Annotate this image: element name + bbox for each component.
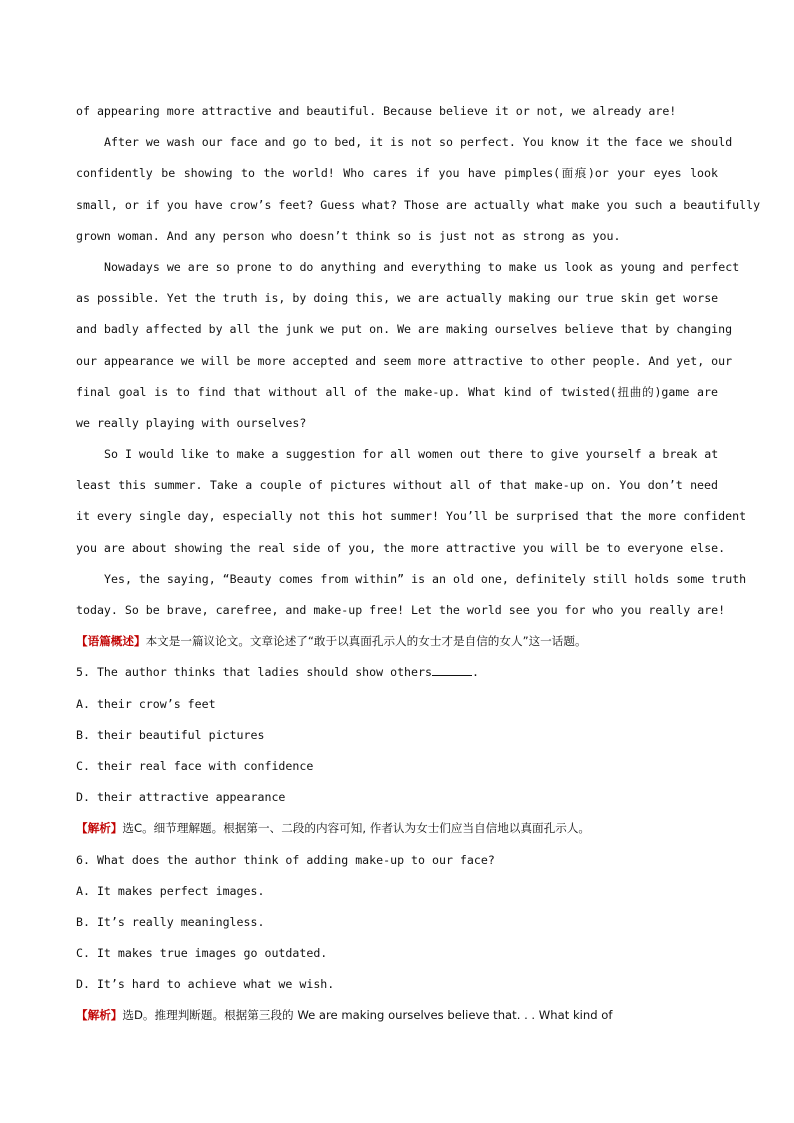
question-6-option-b: B. It’s really meaningless. [76,914,265,929]
passage-line: grown woman. And any person who doesn’t think so is just not as strong as you. [76,228,621,243]
question-6-option-d: D. It’s hard to achieve what we wish. [76,977,335,992]
question-5-stem-end: . [471,665,479,680]
analysis-text: 选D。推理判断题。根据第三段的 We are making ourselves believe that. . . What kind of [122,1008,613,1023]
question-5-analysis [76,813,718,844]
passage-line: Nowadays we are so prone to do anything and everything to make us look as young and perfect [104,259,740,274]
passage-line: as possible. Yet the truth is, by doing this, we are actually making our true skin get worse [76,291,719,306]
answer-blank [432,665,472,676]
passage-line: we really playing with ourselves? [76,415,307,430]
passage-line: of appearing more attractive and beautiful. Because believe it or not, we already are! [76,104,677,118]
summary [76,626,718,657]
question-6-analysis [76,1000,718,1031]
analysis-tag: 【解析】 [76,1008,123,1023]
passage-line: final goal is to find that without all of the make-up. What kind of twisted(扭曲的)game are [76,384,718,399]
question-5-option-c: C. their real face with confidence [76,758,314,773]
question-5-stem [76,657,718,688]
question-6-option-c: C. It makes true images go outdated. [76,946,328,961]
question-6-stem: 6. What does the author think of adding make-up to our face? [76,852,495,867]
question-5-text: 5. The author thinks that ladies should show others [76,665,432,680]
passage-line: our appearance we will be more accepted and seem more attractive to other people. And yet, our [76,353,733,368]
passage-line: So I would like to make a suggestion for all women out there to give yourself a break at [104,447,719,462]
summary-tag: 【语篇概述】 [76,634,146,649]
question-6-option-a: A. It makes perfect images. [76,883,265,898]
analysis-tag: 【解析】 [76,821,123,836]
passage-line: you are about showing the real side of you, the more attractive you will be to everyone else. [76,540,726,555]
question-5-option-a: A. their crow’s feet [76,696,216,711]
question-5-option-d: D. their attractive appearance [76,790,286,805]
document-page [76,96,761,1032]
passage-line: small, or if you have crow’s feet? Guess what? Those are actually what make you such a beautifully [76,197,761,212]
summary-text: 本文是一篇议论文。文章论述了“敢于以真面孔示人的女士才是自信的女人”这一话题。 [145,634,587,649]
passage-line: it every single day, especially not this hot summer! You’ll be surprised that the more confident [76,509,747,524]
analysis-text: 选C。细节理解题。根据第一、二段的内容可知, 作者认为女士们应当自信地以真面孔示人。 [122,821,591,836]
passage-line: Yes, the saying, “Beauty comes from within” is an old one, definitely still holds some truth [104,571,747,586]
question-5-option-b: B. their beautiful pictures [76,727,265,742]
passage-line: and badly affected by all the junk we put on. We are making ourselves believe that by changing [76,322,733,337]
passage-line: today. So be brave, carefree, and make-up free! Let the world see you for who you really are! [76,603,726,617]
passage-line: least this summer. Take a couple of pictures without all of that make-up on. You don’t need [76,478,718,493]
passage-line: After we wash our face and go to bed, it is not so perfect. You know it the face we should [104,135,733,150]
passage-line: confidently be showing to the world! Who cares if you have pimples(面痕)or your eyes look [76,166,718,181]
